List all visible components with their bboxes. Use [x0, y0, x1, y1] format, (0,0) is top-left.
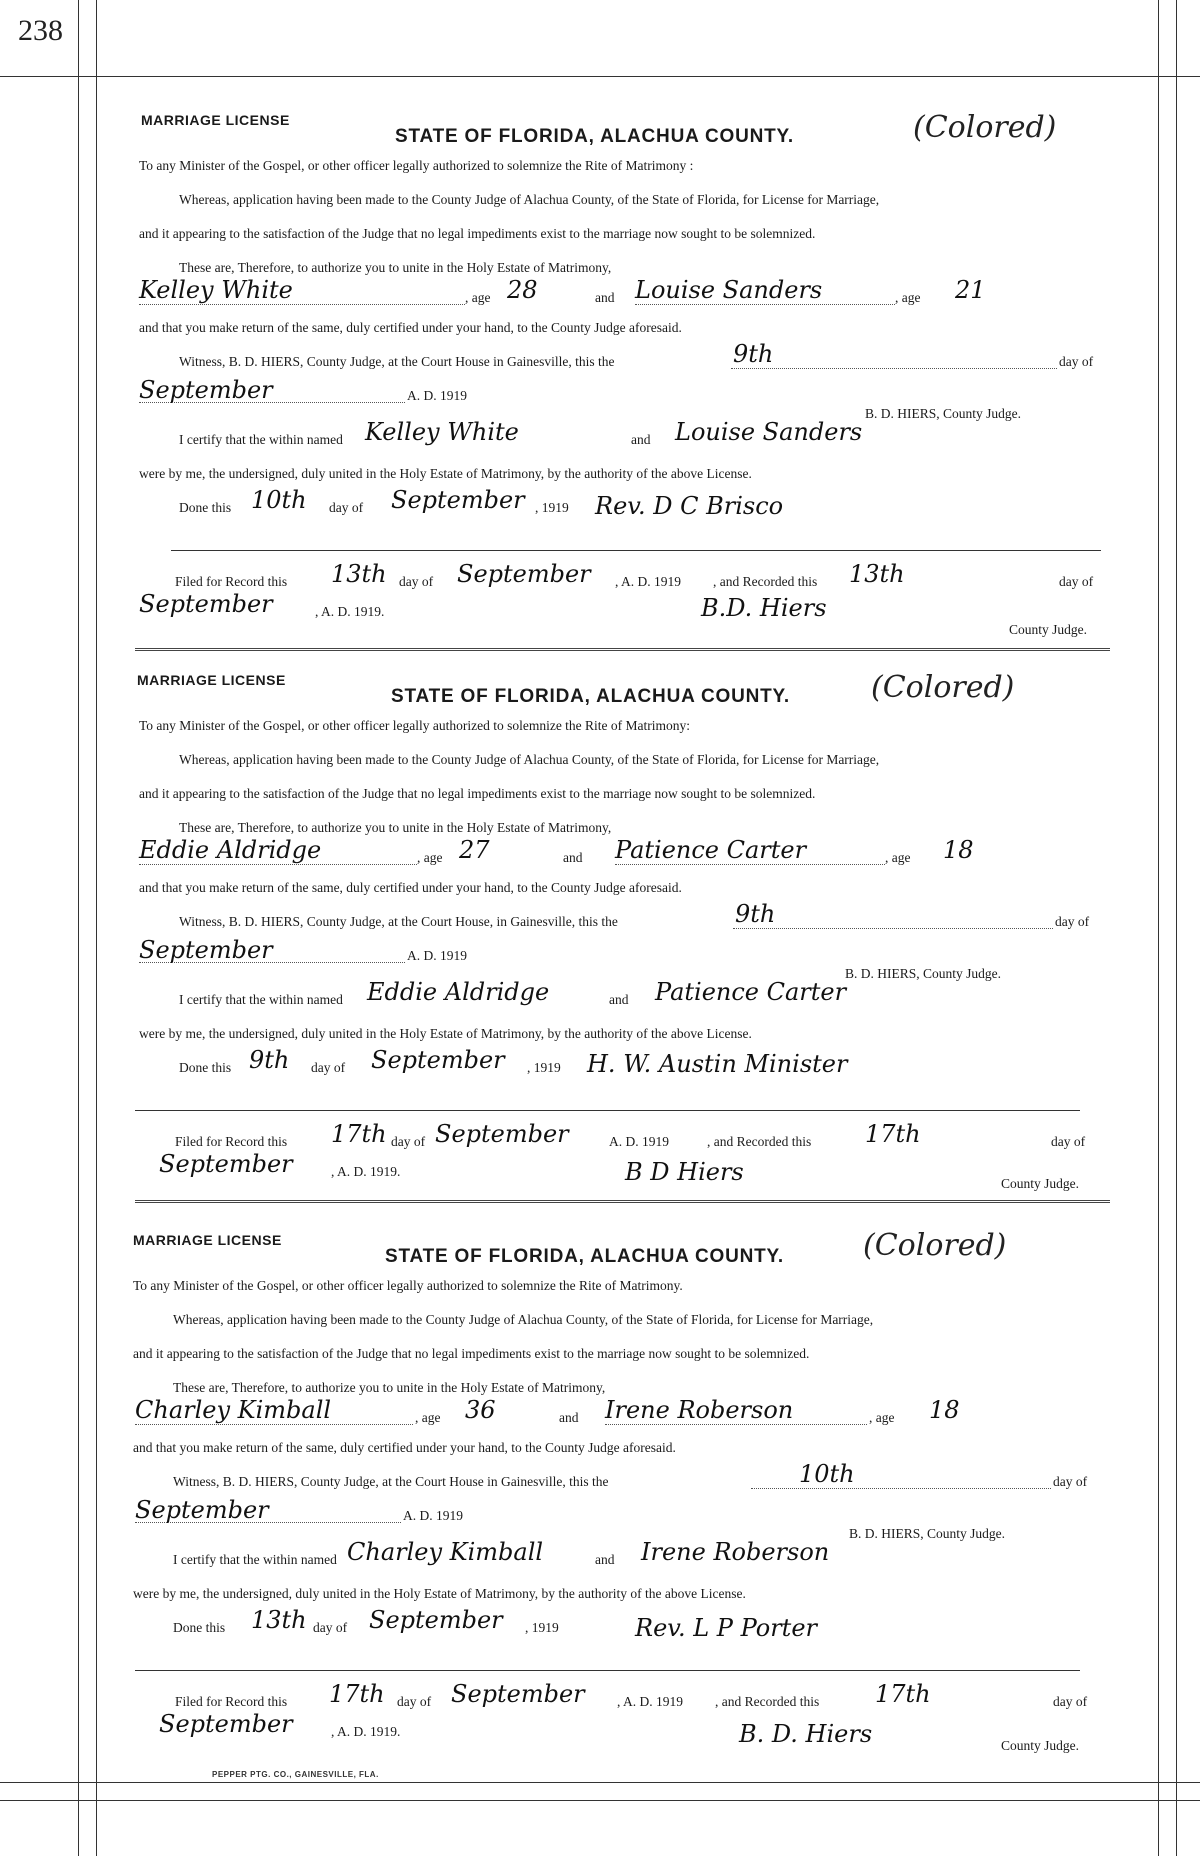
filed-day: 13th: [331, 560, 387, 588]
united-line: were by me, the undersigned, duly united in the Holy Estate of Matrimony, by the authority of the above License.: [139, 466, 752, 481]
judge-signature: B. D. HIERS, County Judge.: [849, 1526, 1006, 1541]
bride-name: Louise Sanders: [635, 276, 823, 304]
recorded-day: 13th: [849, 560, 905, 588]
recorded-ad: , A. D. 1919.: [331, 1164, 401, 1179]
groom-age: 28: [507, 276, 538, 304]
filed-month: September: [451, 1680, 585, 1708]
done-this: Done this: [179, 500, 232, 515]
ad-year: A. D. 1919: [407, 948, 467, 963]
fill-line: [615, 864, 885, 865]
filed-ad: , A. D. 1919: [615, 574, 682, 589]
to-line: To any Minister of the Gospel, or other officer legally authorized to solemnize the Rite of Matrimony:: [139, 718, 691, 733]
filed-day: 17th: [329, 1680, 385, 1708]
fill-line: [731, 368, 1057, 369]
page-rule: [1176, 0, 1177, 1856]
done-day-of: day of: [329, 500, 364, 515]
race-note: (Colored): [871, 670, 1015, 705]
done-month: September: [371, 1046, 505, 1074]
clerk-signature: B.D. Hiers: [701, 594, 827, 622]
filed-day: 17th: [331, 1120, 387, 1148]
done-this: Done this: [179, 1060, 232, 1075]
day-of-label: day of: [1059, 354, 1094, 369]
fill-line: [139, 402, 405, 403]
united-line: were by me, the undersigned, duly united in the Holy Estate of Matrimony, by the authority of the above License.: [139, 1026, 752, 1041]
page-rule: [1158, 0, 1159, 1856]
race-note: (Colored): [913, 110, 1057, 145]
fill-line: [751, 1488, 1051, 1489]
these-are-line: These are, Therefore, to authorize you to unite in the Holy Estate of Matrimony,: [179, 260, 612, 275]
officiant-signature: H. W. Austin Minister: [587, 1050, 848, 1078]
witness-month: September: [139, 376, 273, 404]
recorded-day: 17th: [865, 1120, 921, 1148]
appearing-line: and it appearing to the satisfaction of the Judge that no legal impediments exist to the marriage now sought to be solemnized.: [133, 1346, 810, 1361]
recorded-ad: , A. D. 1919.: [315, 604, 385, 619]
done-day: 13th: [251, 1606, 307, 1634]
witness-line: Witness, B. D. HIERS, County Judge, at the Court House in Gainesville, this the: [179, 354, 615, 369]
return-line: and that you make return of the same, duly certified under your hand, to the County Judge aforesaid.: [133, 1440, 676, 1455]
and-label: and: [559, 1410, 579, 1425]
recorded-label: , and Recorded this: [713, 574, 818, 589]
witness-line: Witness, B. D. HIERS, County Judge, at the Court House, in Gainesville, this the: [179, 914, 618, 929]
page-rule: [78, 0, 79, 1856]
done-day-of: day of: [311, 1060, 346, 1075]
ad-year: A. D. 1919: [403, 1508, 463, 1523]
officiant-signature: Rev. D C Brisco: [595, 492, 784, 520]
filed-month: September: [435, 1120, 569, 1148]
witness-line: Witness, B. D. HIERS, County Judge, at the Court House in Gainesville, this the: [173, 1474, 609, 1489]
recorded-day-of: day of: [1059, 574, 1094, 589]
done-day: 10th: [251, 486, 307, 514]
fill-line: [135, 1424, 413, 1425]
bride-name: Patience Carter: [615, 836, 807, 864]
fill-line: [733, 928, 1053, 929]
county-judge-label: County Judge.: [1001, 1176, 1080, 1191]
age-label: , age: [465, 290, 491, 305]
filed-month: September: [457, 560, 591, 588]
recorded-label: , and Recorded this: [715, 1694, 820, 1709]
judge-signature: B. D. HIERS, County Judge.: [845, 966, 1002, 981]
filed-day-of: day of: [397, 1694, 432, 1709]
appearing-line: and it appearing to the satisfaction of the Judge that no legal impediments exist to the marriage now sought to be solemnized.: [139, 226, 816, 241]
recorded-day-of: day of: [1051, 1134, 1086, 1149]
recorded-day: 17th: [875, 1680, 931, 1708]
done-month: September: [391, 486, 525, 514]
age-label: , age: [869, 1410, 895, 1425]
fill-line: [135, 1522, 401, 1523]
recorded-month: September: [139, 590, 273, 618]
bride-age: 21: [955, 276, 986, 304]
age-label: , age: [895, 290, 921, 305]
done-this: Done this: [173, 1620, 226, 1635]
license-separator: [135, 1200, 1110, 1203]
groom-name: Charley Kimball: [135, 1396, 332, 1424]
filing-rule: [171, 550, 1101, 551]
cert-and: and: [631, 432, 651, 447]
groom-age: 36: [465, 1396, 496, 1424]
filing-rule: [135, 1670, 1080, 1671]
cert-and: and: [609, 992, 629, 1007]
page-number: 238: [18, 14, 63, 47]
license-header: MARRIAGE LICENSE: [133, 1232, 282, 1248]
cert-bride: Louise Sanders: [675, 418, 863, 446]
filed-ad: , A. D. 1919: [617, 1694, 684, 1709]
appearing-line: and it appearing to the satisfaction of the Judge that no legal impediments exist to the marriage now sought to be solemnized.: [139, 786, 816, 801]
cert-groom: Charley Kimball: [347, 1538, 544, 1566]
witness-day: 9th: [735, 900, 776, 928]
bride-age: 18: [929, 1396, 960, 1424]
return-line: and that you make return of the same, duly certified under your hand, to the County Judge aforesaid.: [139, 880, 682, 895]
recorded-month: September: [159, 1710, 293, 1738]
groom-name: Kelley White: [139, 276, 293, 304]
filed-ad: A. D. 1919: [609, 1134, 669, 1149]
page-rule: [0, 1782, 1200, 1783]
license-state: STATE OF FLORIDA, ALACHUA COUNTY.: [385, 1246, 784, 1267]
fill-line: [605, 1424, 867, 1425]
recorded-month: September: [159, 1150, 293, 1178]
recorded-label: , and Recorded this: [707, 1134, 812, 1149]
ad-year: A. D. 1919: [407, 388, 467, 403]
age-label: , age: [417, 850, 443, 865]
certify-line: I certify that the within named: [173, 1552, 337, 1567]
done-year: , 1919: [535, 500, 569, 515]
these-are-line: These are, Therefore, to authorize you to unite in the Holy Estate of Matrimony,: [179, 820, 612, 835]
recorded-day-of: day of: [1053, 1694, 1088, 1709]
witness-month: September: [139, 936, 273, 964]
page-rule: [0, 76, 1200, 77]
judge-signature: B. D. HIERS, County Judge.: [865, 406, 1022, 421]
whereas-line: Whereas, application having been made to the County Judge of Alachua County, of the State of Florida, for License for Marriage,: [179, 752, 880, 767]
cert-groom: Eddie Aldridge: [367, 978, 550, 1006]
license-state: STATE OF FLORIDA, ALACHUA COUNTY.: [391, 686, 790, 707]
filing-rule: [135, 1110, 1080, 1111]
cert-bride: Patience Carter: [655, 978, 847, 1006]
and-label: and: [563, 850, 583, 865]
clerk-signature: B. D. Hiers: [739, 1720, 873, 1748]
county-judge-label: County Judge.: [1001, 1738, 1080, 1753]
done-day-of: day of: [313, 1620, 348, 1635]
witness-day: 10th: [799, 1460, 855, 1488]
bride-age: 18: [943, 836, 974, 864]
whereas-line: Whereas, application having been made to the County Judge of Alachua County, of the State of Florida, for License for Marriage,: [173, 1312, 874, 1327]
to-line: To any Minister of the Gospel, or other officer legally authorized to solemnize the Rite of Matrimony :: [139, 158, 694, 173]
united-line: were by me, the undersigned, duly united in the Holy Estate of Matrimony, by the authority of the above License.: [133, 1586, 746, 1601]
age-label: , age: [885, 850, 911, 865]
race-note: (Colored): [863, 1228, 1007, 1263]
license-separator: [135, 648, 1110, 651]
cert-and: and: [595, 1552, 615, 1567]
done-month: September: [369, 1606, 503, 1634]
recorded-ad: , A. D. 1919.: [331, 1724, 401, 1739]
day-of-label: day of: [1053, 1474, 1088, 1489]
witness-month: September: [135, 1496, 269, 1524]
license-header: MARRIAGE LICENSE: [137, 672, 286, 688]
done-year: , 1919: [527, 1060, 561, 1075]
cert-bride: Irene Roberson: [641, 1538, 830, 1566]
officiant-signature: Rev. L P Porter: [635, 1614, 818, 1642]
filed-day-of: day of: [391, 1134, 426, 1149]
certify-line: I certify that the within named: [179, 432, 343, 447]
fill-line: [139, 864, 417, 865]
whereas-line: Whereas, application having been made to the County Judge of Alachua County, of the State of Florida, for License for Marriage,: [179, 192, 880, 207]
fill-line: [139, 962, 405, 963]
day-of-label: day of: [1055, 914, 1090, 929]
age-label: , age: [415, 1410, 441, 1425]
license-state: STATE OF FLORIDA, ALACHUA COUNTY.: [395, 126, 794, 147]
page-rule: [96, 0, 97, 1856]
filed-label: Filed for Record this: [175, 574, 288, 589]
done-day: 9th: [249, 1046, 290, 1074]
page-rule: [0, 1800, 1200, 1801]
filed-label: Filed for Record this: [175, 1694, 288, 1709]
bride-name: Irene Roberson: [605, 1396, 794, 1424]
filed-label: Filed for Record this: [175, 1134, 288, 1149]
certify-line: I certify that the within named: [179, 992, 343, 1007]
clerk-signature: B D Hiers: [625, 1158, 744, 1186]
printer-imprint: PEPPER PTG. CO., GAINESVILLE, FLA.: [212, 1770, 379, 1779]
groom-name: Eddie Aldridge: [139, 836, 322, 864]
filed-day-of: day of: [399, 574, 434, 589]
and-label: and: [595, 290, 615, 305]
fill-line: [635, 304, 895, 305]
done-year: , 1919: [525, 1620, 559, 1635]
cert-groom: Kelley White: [365, 418, 519, 446]
to-line: To any Minister of the Gospel, or other officer legally authorized to solemnize the Rite of Matrimony.: [133, 1278, 683, 1293]
these-are-line: These are, Therefore, to authorize you to unite in the Holy Estate of Matrimony,: [173, 1380, 606, 1395]
return-line: and that you make return of the same, duly certified under your hand, to the County Judge aforesaid.: [139, 320, 682, 335]
groom-age: 27: [459, 836, 490, 864]
county-judge-label: County Judge.: [1009, 622, 1088, 637]
fill-line: [139, 304, 465, 305]
witness-day: 9th: [733, 340, 774, 368]
license-header: MARRIAGE LICENSE: [141, 112, 290, 128]
